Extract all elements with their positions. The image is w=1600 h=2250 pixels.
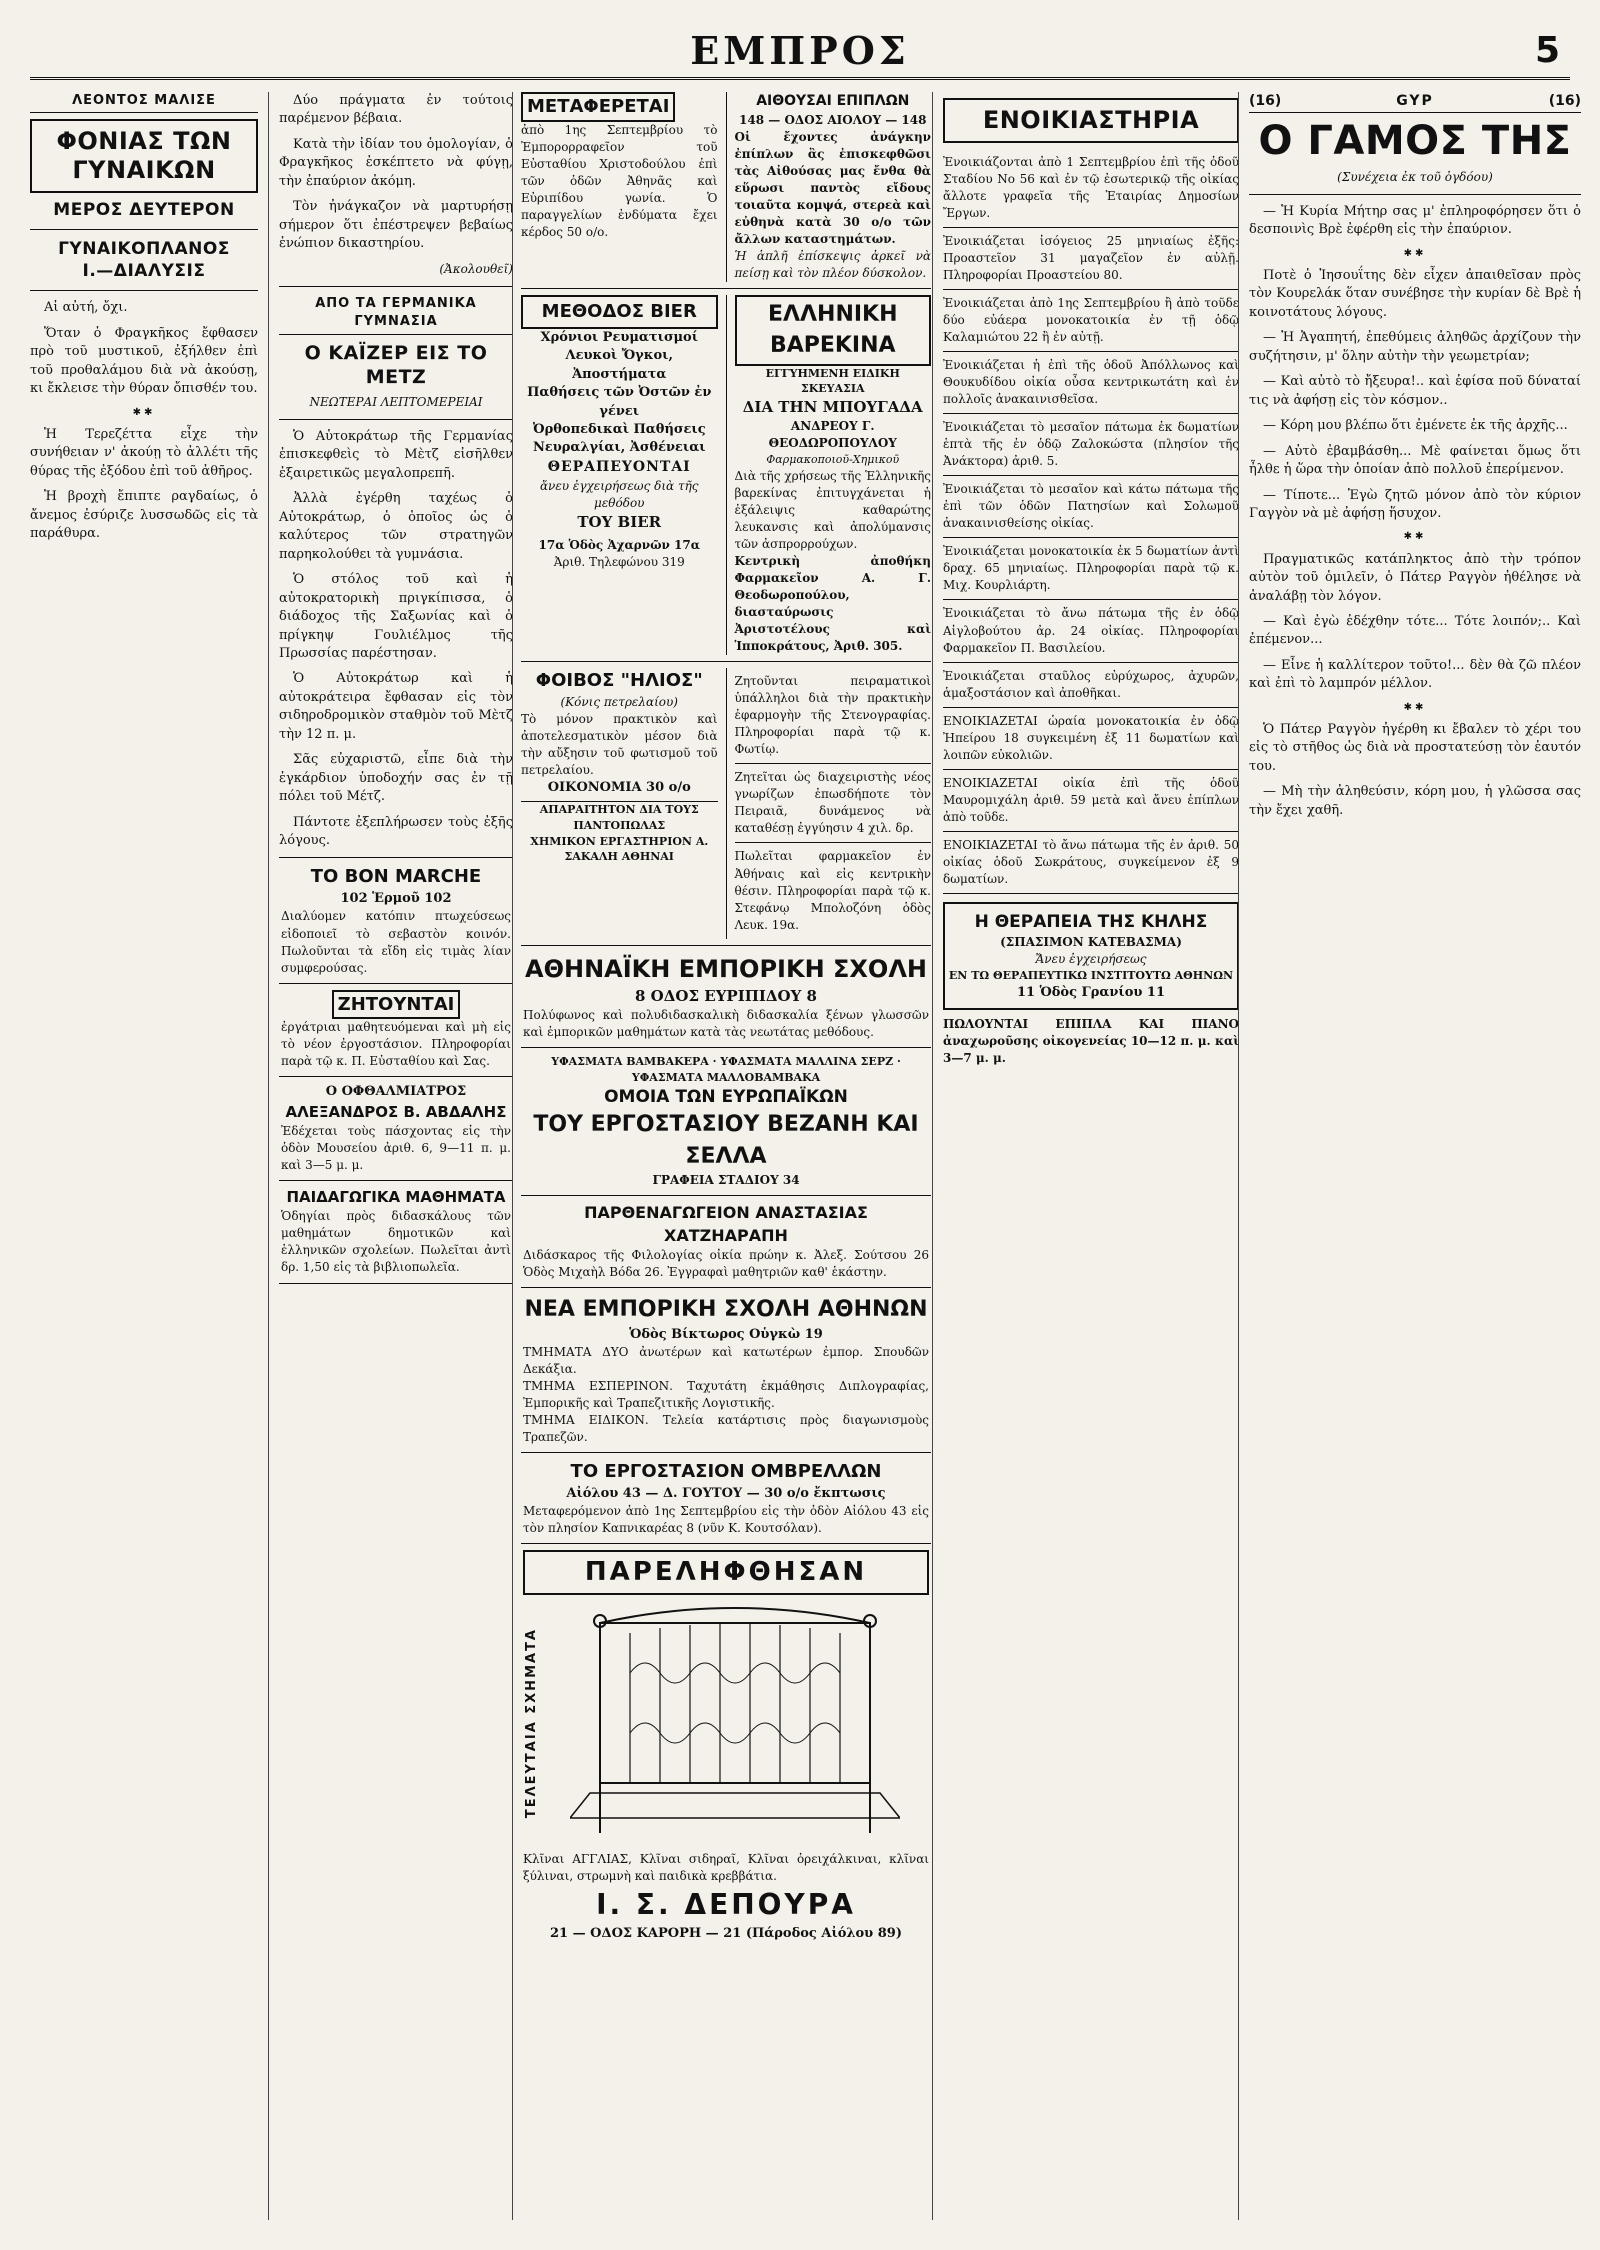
rental-listing: Ἐνοικιάζονται ἀπὸ 1 Σεπτεμβρίου ἐπὶ τῆς ὁδοῦ Σταδίου Νο 56 καὶ ἐν τῷ ἐσωτερικῷ τῆς οἰκίας ἄλλοτε γραφεῖα τῆς Ἑταιρίας Δημοσίων Ἔργων. [943, 149, 1239, 228]
columns [30, 92, 1581, 2220]
rental-listing: Ἐνοικιάζεται ἀπὸ 1ης Σεπτεμβρίου ἢ ἀπὸ τοῦδε δύο εὐάερα μονοκατοικία ἐν τῇ ὁδῷ Καλαμιώτου 22 ἢ ἐν αὐτῇ. [943, 290, 1239, 352]
column-serial-novel [1238, 92, 1581, 2220]
ad-address: 102 Ἑρμοῦ 102 [340, 891, 452, 907]
section-separator: ✱✱ [1403, 247, 1427, 259]
ad-line: ΥΦΑΣΜΑΤΑ ΒΑΜΒΑΚΕΡΑ · ΥΦΑΣΜΑΤΑ ΜΑΛΛΙΝΑ ΣΕΡΖ · ΥΦΑΣΜΑΤΑ ΜΑΛΛΟΒΑΜΒΑΚΑ [551, 1055, 901, 1084]
article-paragraph: Ἀλλὰ ἐγέρθη ταχέως ὁ Αὐτοκράτωρ, ὁ ὁποῖος ὡς ὁ καλύτερος τῶν στρατηγῶν παρηκολούθει τὰ γυμνάσια. [279, 491, 513, 562]
article-paragraph: Ὁ Αὐτοκράτωρ τῆς Γερμανίας ἐπισκεφθεὶς τὸ Μὲτζ εἰσῆλθεν ἐξαιρετικῶς μεγαλοπρεπῆ. [279, 428, 513, 481]
ad-line: ΤΟΥ BIER [577, 512, 662, 531]
story-paragraph: Ὅταν ὁ Φραγκῆκος ἔφθασεν πρὸ τοῦ μυστικοῦ, ἐξήλθεν ἐπὶ τοῦ προθαλάμου διὰ νὰ ἀκούσῃ, κι ἔκλεισε τὴν θύραν ὄπισθέν του. [30, 325, 258, 397]
masthead-rule [30, 77, 1570, 80]
ad-line: ΤΜΗΜΑ ΕΣΠΕΡΙΝΟΝ. Ταχυτάτη ἐκμάθησις Διπλογραφίας, Ἐμπορικῆς καὶ Τραπεζιτικῆς Λογιστικῆς. [523, 1379, 929, 1411]
story-part: ΜΕΡΟΣ ΔΕΥΤΕΡΟΝ [53, 200, 235, 221]
ad-headline: ΠΑΙΔΑΓΩΓΙΚΑ ΜΑΘΗΜΑΤΑ [286, 1188, 506, 1207]
ad-role: Φαρμακοποιοῦ-Χημικοῦ [766, 453, 900, 467]
ad-umbrellas [521, 1453, 931, 1544]
column-serial-story [30, 92, 268, 2220]
rental-listing: Ἐνοικιάζεται ἡ ἐπὶ τῆς ὁδοῦ Ἀπόλλωνος καὶ Θουκυδίδου οἰκία οὖσα κεντρικωτάτη καὶ ἐν πολλοῖς ἀνακαινισθεῖσα. [943, 352, 1239, 414]
ad-headline: TO BON MARCHE [310, 866, 482, 888]
classified-item: Ζητεῖται ὡς διαχειριστὴς νέος γνωρίζων ἐπωσδήποτε τὸν Πειραιᾶ, δυνάμενος νὰ καταθέσῃ ἐγγύησιν 4 χιλ. δρ. [735, 764, 932, 843]
ad-lessons [279, 1181, 513, 1283]
ad-address: 148 — ΟΔΟΣ ΑΙΟΛΟΥ — 148 [739, 112, 927, 127]
serial-paragraph: Ὁ Πάτερ Ραγγὸν ἠγέρθη κι ἔβαλεν τὸ χέρι του εἰς τὸ στῆθος ὡς διὰ νὰ προστατεύσῃ τὸν ἑαυτόν του. [1249, 721, 1581, 774]
ad-firm: Ι. Σ. ΔΕΠΟΥΡΑ [596, 1888, 856, 1922]
serial-paragraph: Πραγματικῶς κατάπληκτος ἀπὸ τὴν τρόπον αὐτὸν τοῦ ὁμιλεῖν, ὁ Πάτερ Ραγγὸν ἠθέλησε νὰ ἀναλάβῃ τὸν λόγον. [1249, 551, 1581, 604]
ad-subheadline: ΕΓΓΥΗΜΕΝΗ ΕΙΔΙΚΗ ΣΚΕΥΑΣΙΑ [765, 366, 900, 396]
rental-listing: ΕΝΟΙΚΙΑΖΕΤΑΙ οἰκία ἐπὶ τῆς ὁδοῦ Μαυρομιχάλη ἀριθ. 59 μετὰ καὶ ἄνευ ἐπίπλων ἀπὸ τοῦδε. [943, 770, 1239, 832]
page-number: 5 [1534, 30, 1560, 71]
classifieds-misc [726, 668, 932, 938]
ad-address: Αἰόλου 43 — Δ. ΓΟΥΤΟΥ — 30 ο/ο ἔκπτωσις [566, 1485, 886, 1501]
rental-listing: Ἐνοικιάζεται ἰσόγειος 25 μηνιαίως ἐξῆς: Προαστεῖον 31 μαγαζεῖον ἐν αὐλῇ. Πληροφορίαι Προαστείου 80. [943, 228, 1239, 290]
ad-maker: ΧΗΜΙΚΟΝ ΕΡΓΑΣΤΗΡΙΟΝ Α. ΣΑΚΑΛΗ ΑΘΗΝΑΙ [530, 834, 709, 864]
serial-paragraph: — Εἶνε ἡ καλλίτερον τοῦτο!... δὲν θὰ ζῶ πλέον καὶ ἐπὶ τὸ λαμπρόν μέλλον. [1249, 657, 1581, 692]
ad-text: Πολύφωνος καὶ πολυδιδασκαλικὴ διδασκαλία ξένων γλωσσῶν καὶ ἐμπορικῶν μαθημάτων κατὰ τὰς νεωτάτας μεθόδους. [523, 1008, 929, 1040]
serial-headline: Ο ΓΑΜΟΣ ΤΗΣ [1258, 117, 1572, 164]
ad-text: Ἐδέχεται τοὺς πάσχοντας εἰς τὴν ὁδὸν Μουσείου ἀριθ. 6, 9—11 π. μ. καὶ 3—5 μ. μ. [281, 1124, 511, 1173]
ad-headline: ΝΕΑ ΕΜΠΟΡΙΚΗ ΣΧΟΛΗ ΑΘΗΝΩΝ [524, 1297, 928, 1323]
ad-address: Ὁδὸς Βίκτωρος Οὑγκὼ 19 [629, 1326, 823, 1342]
ad-subheadline: (ΣΠΑΣΙΜΟΝ ΚΑΤΕΒΑΣΜΑ) [1000, 935, 1182, 950]
ad-chemist: ΑΝΔΡΕΟΥ Γ. ΘΕΟΔΩΡΟΠΟΥΛΟΥ [768, 419, 897, 451]
rental-listing: ΕΝΟΙΚΙΑΖΕΤΑΙ τὸ ἄνω πάτωμα τῆς ἐν ἀριθ. 50 οἰκίας ὁδοῦ Σωκράτους, συγκείμενον ἐξ 9 δωματίων. [943, 832, 1239, 894]
serial-paragraph: — Μὴ τὴν ἀληθεύσιν, κόρη μου, ἡ γλῶσσα σας τὴν ἔχει χαθῆ. [1249, 784, 1581, 818]
rental-listing: Ἐνοικιάζεται σταῦλος εὐρύχωρος, ἀχυρῶν, ἁμαξοστάσιον καὶ ἀποθῆκαι. [943, 663, 1239, 708]
ad-address: 21 — ΟΔΟΣ ΚΑΡΟΡΗ — 21 (Πάροδος Αἰόλου 89) [550, 1926, 902, 1942]
article-paragraph: Ὁ στόλος τοῦ καὶ ἡ αὐτοκρατορικὴ πριγκίπισσα, ὁ διάδοχος τῆς Σαξωνίας καὶ ὁ πρίγκηψ Γουλιέλμος τῆς Πρωσσίας παρέστησαν. [279, 572, 513, 661]
story-chapter: Ι.—ΔΙΑΛΥΣΙΣ [82, 261, 206, 282]
rental-listing: ΕΝΟΙΚΙΑΖΕΤΑΙ ὡραία μονοκατοικία ἐν ὁδῷ Ἠπείρου 18 συγκειμένη ἐξ 11 δωματίων καὶ λοιπῶν εὐκολιῶν. [943, 708, 1239, 770]
ad-fabrics [521, 1048, 931, 1196]
rentals-headline: ΕΝΟΙΚΙΑΣΤΗΡΙΑ [943, 98, 1239, 143]
ad-side-label: ΤΕΛΕΥΤΑΙΑ ΣΧΗΜΑΤΑ [524, 1628, 539, 1819]
ad-transfer [521, 92, 718, 282]
section-separator: ✱✱ [132, 406, 156, 418]
rental-listing: Ἐνοικιάζεται τὸ μεσαῖον πάτωμα ἐκ δωματίων ἑπτὰ τῆς ἐν ὁδῷ Ζαλοκώστα (πλησίον τῆς Ἀνάκτορα) ἀριθ. 5. [943, 414, 1239, 476]
column-news [268, 92, 523, 2220]
story-paragraph: Ἡ βροχὴ ἔπιπτε ραγδαίως, ὁ ἄνεμος ἐσύριζε λυσσωδῶς εἰς τὰ παράθυρα. [30, 489, 258, 542]
ad-line: ΤΜΗΜΑ ΕΙΔΙΚΟΝ. Τελεία κατάρτισις πρὸς διαγωνισμοὺς Τραπεζῶν. [523, 1413, 929, 1445]
ad-note: Ἡ ἁπλῆ ἐπίσκεψις ἀρκεῖ νὰ πείσῃ καὶ τὸν πλέον δύσκολον. [734, 249, 931, 281]
article-paragraph: Σᾶς εὐχαριστῶ, εἶπε διὰ τὴν ἐγκάρδιον ὑποδοχήν σας ἐν τῇ πόλει τοῦ Μέτζ. [279, 752, 513, 805]
ad-ophthalmologist [279, 1077, 513, 1181]
ad-text: Ὁδηγίαι πρὸς διδασκάλους τῶν μαθημάτων δημοτικῶν καὶ ἑλληνικῶν σχολείων. Πωλεῖται ἀντὶ δρ. 1,50 εἰς τὰ βιβλιοπωλεῖα. [281, 1209, 511, 1275]
ad-headline: ΜΕΤΑΦΕΡΕΤΑΙ [521, 92, 675, 122]
ad-text: ἀπὸ 1ης Σεπτεμβρίου τὸ Ἐμπορορραφεῖον τοῦ Εὐσταθίου Χριστοδούλου ἐπὶ τῶν ὁδῶν Ἀθηνᾶς καὶ Εὐριπίδου γωνία. Ὁ παραγγελίων ἐνδύματα ἔχει κέρδος 50 ο/ο. [521, 122, 718, 239]
ad-address: 17α Ὁδὸς Ἀχαρνῶν 17α [538, 538, 700, 553]
ad-line: Λευκοὶ Ὄγκοι, Ἀποστήματα [565, 348, 673, 382]
ad-line: Παθήσεις τῶν Ὀστῶν ἐν γένει [527, 385, 712, 419]
ad-line: Ὀρθοπεδικαὶ Παθήσεις [532, 422, 706, 437]
ad-office: ΓΡΑΦΕΙΑ ΣΤΑΔΙΟΥ 34 [652, 1172, 800, 1187]
ad-depot: Κεντρικὴ ἀποθήκη Φαρμακεῖον Α. Γ. Θεοδωροπούλου, διασταύρωσις Ἀριστοτέλους καὶ Ἱπποκράτους, Ἀριθ. 305. [734, 554, 931, 654]
ad-headline: Ο ΟΦΘΑΛΜΙΑΤΡΟΣ [325, 1084, 467, 1100]
author-kicker: ΛΕΟΝΤΟΣ ΜΑΛΙΣΕ [30, 92, 258, 113]
rental-listing: Ἐνοικιάζεται τὸ μεσαῖον καὶ κάτω πάτωμα τῆς ἐπὶ τῶν ὁδῶν Πατησίων καὶ Σολωμοῦ ἀνακαινισθείσης οἰκίας. [943, 476, 1239, 538]
article-paragraph: Ὁ Αὐτοκράτωρ καὶ ἡ αὐτοκράτειρα ἔφθασαν εἰς τὸν σιδηροδρομικὸν σταθμὸν τοῦ Μὲτζ τὴν 12 π. μ. [279, 671, 513, 742]
story-section: ΓΥΝΑΙΚΟΠΛΑΝΟΣ [58, 239, 230, 260]
section-separator: ✱✱ [1403, 531, 1427, 543]
serial-paragraph: Ποτὲ ὁ Ἰησουΐτης δὲν εἶχεν ἀπαιθεῖσαν πρὸς τὸν Κουρελάκ ὅταν συνέβησε τὴν κυρίαν δὲ Βρὲ ἡ κοινοτάτους λόγους. [1249, 268, 1581, 320]
ad-text: Οἱ ἔχοντες ἀνάγκην ἐπίπλων ἂς ἐπισκεφθῶσι τὰς Αἰθούσας μας ἔνθα θὰ εὕρωσι παντὸς εἴδους τοιαῦτα κομψά, στερεὰ καὶ εὐθηνὰ κατὰ 30 ο/ο τῶν ἄλλων καταστημάτων. [734, 129, 931, 247]
ad-line: Ἄνευ ἐγχειρήσεως [1035, 952, 1147, 967]
ad-line: ἄνευ ἐγχειρήσεως διὰ τῆς μεθόδου [539, 478, 699, 510]
story-paragraph: Ἡ Τερεζέττα εἶχε τὴν συνήθειαν ν' ἀκούῃ τὸ ἀλλέτι τῆς θύρας τῆς ἐξόδου ἐπὶ τοῦ ἀθῆρος. [30, 426, 258, 479]
ad-headline: ΠΑΡΘΕΝΑΓΩΓΕΙΟΝ ΑΝΑΣΤΑΣΙΑΣ ΧΑΤΖΗΑΡΑΠΗ [584, 1202, 868, 1245]
continued-note: (Ἀκολουθεῖ) [439, 261, 513, 276]
column-ads-center [512, 92, 939, 2220]
classified-item: Ζητοῦνται πειραματικοὶ ὑπάλληλοι διὰ τὴν πρακτικὴν ἐφαρμογὴν τῆς Στενογραφίας. Πληροφορίαι παρὰ τῷ κ. Φωτίῳ. [735, 668, 932, 764]
ad-agents: ΑΠΑΡΑΙΤΗΤΟΝ ΔΙΑ ΤΟΥΣ ΠΑΝΤΟΠΩΛΑΣ [521, 801, 718, 833]
ad-headline: ΑΙΘΟΥΣΑΙ ΕΠΙΠΛΩΝ [756, 93, 910, 109]
classified-item: Πωλεῖται φαρμακεῖον ἐν Ἀθήναις καὶ εἰς κεντρικὴν θέσιν. Πληροφορίαι παρὰ τῷ κ. Στεφάνῳ Μπολοζόνη ὁδὸς Λευκ. 19α. [734, 849, 931, 932]
ad-hernia [943, 902, 1239, 1010]
ad-line: ΘΕΡΑΠΕΥΟΝΤΑΙ [547, 458, 691, 475]
ad-headline: Η ΘΕΡΑΠΕΙΑ ΤΗΣ ΚΗΛΗΣ [974, 911, 1208, 932]
section-separator: ✱✱ [1403, 701, 1427, 713]
ad-headline: ΑΘΗΝΑΪΚΗ ΕΜΠΟΡΙΚΗ ΣΧΟΛΗ [525, 954, 927, 983]
ad-line: ΤΜΗΜΑΤΑ ΔΥΟ ἀνωτέρων καὶ κατωτέρων ἐμπορ. Σπουδῶν Δεκάξια. [523, 1345, 929, 1377]
rental-listing: Ἐνοικιάζεται μονοκατοικία ἐκ 5 δωματίων ἀντὶ δραχ. 65 μηνιαίως. Πληροφορίαι παρὰ τῷ κ. Μιχ. Κουρλιάρτη. [943, 538, 1239, 600]
ad-address: 8 ΟΔΟΣ ΕΥΡΙΠΙΔΟΥ 8 [635, 986, 817, 1005]
newspaper-title: ΕΜΠΡΟΣ [690, 28, 910, 73]
ad-headline: ΖΗΤΟΥΝΤΑΙ [332, 990, 461, 1020]
ad-girls-school [521, 1196, 931, 1289]
ad-headline: ΕΛΛΗΝΙΚΗ ΒΑΡΕΚΙΝΑ [735, 295, 932, 365]
ad-commercial-school [521, 946, 931, 1048]
masthead [30, 28, 1570, 80]
ad-headline: ΟΜΟΙΑ ΤΩΝ ΕΥΡΩΠΑΪΚΩΝ [604, 1087, 848, 1108]
ad-text: Διαλύομεν κατόπιν πτωχεύσεως εἰδοποιεῖ τὸ σεβαστὸν κοινόν. Πωλοῦνται τὰ εἴδη εἰς τιμὰς λίαν συμφερούσας. [281, 909, 511, 975]
ad-furniture-piano: ΠΩΛΟΥΝΤΑΙ ΕΠΙΠΛΑ ΚΑΙ ΠΙΑΝΟ ἀναχωροῦσης οἰκογενείας 10—12 π. μ. καὶ 3—7 μ. μ. [943, 1017, 1239, 1066]
ad-text: ἐργάτριαι μαθητευόμεναι καὶ μὴ εἰς τὸ νέον ἐργοστάσιον. Πληροφορίαι παρὰ τῷ κ. Π. Εὐσταθίου καὶ Σας. [281, 1020, 511, 1069]
serial-paragraph: — Καὶ αὐτὸ τὸ ἤξευρα!.. καὶ ἐφίσα ποῦ δύναταί τις νὰ ἀφήσῃ εἰς τὸν κόσμον.. [1249, 374, 1581, 408]
story-paragraph: Αἱ αὐτή, ὄχι. [44, 300, 128, 316]
article-subheadline: ΝΕΩΤΕΡΑΙ ΛΕΠΤΟΜΕΡΕΙΑΙ [309, 394, 483, 409]
ad-bon-marche [279, 857, 513, 983]
ad-wanted [279, 984, 513, 1078]
ad-bleach [726, 295, 932, 655]
serial-paragraph: — Ἡ Κυρία Μήτηρ σας μ' ἐπληροφόρησεν ὅτι ὁ δεσποινὶς Βρὲ ἐφέρθη εἰς τὴν ἐπαύριον. [1249, 203, 1581, 238]
story-paragraph: Δύο πράγματα ἐν τούτοις παρέμενον βέβαια. [279, 93, 513, 127]
story-paragraph: Τὸν ἠνάγκαζον νὰ μαρτυρήσῃ σήμερον ὅτι ἐπέστρεψεν βεβαίως ἐνώπιον δικαστηρίου. [279, 199, 513, 252]
ad-headline: ΤΟ ΕΡΓΟΣΤΑΣΙΟΝ ΟΜΒΡΕΛΛΩΝ [570, 1461, 882, 1483]
ad-saving: ΟΙΚΟΝΟΜΙΑ 30 ο/ο [547, 779, 691, 795]
ad-text: Τὸ μόνον πρακτικὸν καὶ ἀποτελεσματικὸν μέσον διὰ τὴν αὔξησιν τοῦ φωτισμοῦ τοῦ πετρελαίου. [521, 711, 718, 777]
serial-paragraph: — Αὐτὸ ἐβαμβάσθη... Μὲ φαίνεται ὅμως ὅτι ἦλθε ἡ ὥρα τὴν ὁποίαν ἀπὸ πολλοῦ ἐπερίμενον. [1249, 443, 1581, 478]
ad-phoebus [521, 668, 718, 938]
ad-phone: Ἀριθ. Τηλεφώνου 319 [553, 555, 685, 570]
ad-headline: ΦΟΙΒΟΣ "ΗΛΙΟΣ" [535, 670, 703, 692]
article-paragraph: Πάντοτε ἐξεπλήρωσεν τοὺς ἐξῆς λόγους. [279, 814, 513, 849]
serial-paragraph: — Κόρη μου βλέπω ὅτι ἐμένετε ἐκ τῆς ἀρχῆς... [1263, 418, 1568, 434]
ad-headline: ΜΕΘΟΔΟΣ BIER [521, 295, 718, 329]
story-headline: ΦΟΝΙΑΣ ΤΩΝ ΓΥΝΑΙΚΩΝ [30, 119, 258, 193]
ad-line: Χρόνιοι Ρευματισμοί [540, 329, 699, 345]
serial-author: GYP [1396, 93, 1434, 109]
serial-paragraph: — Τίποτε... Ἐγὼ ζητῶ μόνον ἀπὸ τὸν κύριον Γαγγὸν νὰ μὲ ἀφήσῃ ἥσυχον. [1249, 487, 1581, 521]
ad-text: Κλῖναι ΑΓΓΛΙΑΣ, Κλῖναι σιδηραῖ, Κλῖναι ὀρειχάλκιναι, κλῖναι ξύλιναι, στρωμνὴ καὶ παιδικὰ κρεββάτια. [523, 1852, 929, 1884]
bed-illustration [570, 1603, 900, 1843]
ad-beds [521, 1544, 931, 1949]
ad-text: Διδάσκαρος τῆς Φιλολογίας οἰκία πρώην κ. Ἀλεξ. Σούτσου 26 Ὁδὸς Μιχαὴλ Βόδα 26. Ἐγγραφαὶ μαθητριῶν καθ' ἑκάστην. [523, 1248, 929, 1280]
rental-listing: Ἐνοικιάζεται τὸ ἄνω πάτωμα τῆς ἐν ὁδῷ Αἰγλοβούτου ἀρ. 24 οἰκίας. Πληροφορίαι Φαρμακεῖον Π. Βασιλείου. [943, 600, 1239, 662]
ad-new-commercial-school [521, 1288, 931, 1453]
serial-header [1249, 92, 1581, 113]
ad-maker: ΤΟΥ ΕΡΓΟΣΤΑΣΙΟΥ ΒΕΖΑΝΗ ΚΑΙ ΣΕΛΛΑ [533, 1112, 919, 1169]
article-kicker: ΑΠΟ ΤΑ ΓΕΡΜΑΝΙΚΑ ΓΥΜΝΑΣΙΑ [279, 295, 513, 335]
serial-continuation: (Συνέχεια ἐκ τοῦ ὀγδόου) [1337, 169, 1493, 184]
ad-maker: ΔΙΑ ΤΗΝ ΜΠΟΥΓΑΔΑ [742, 397, 923, 416]
serial-paragraph: — Ἡ Ἀγαπητή, ἐπεθύμεις ἀληθῶς ἀρχίζουν τὴν συζήτησιν, μ' ὅλην αὐτὴν τὴν γεωμετρίαν; [1249, 330, 1581, 364]
serial-number-left: (16) [1249, 93, 1282, 109]
ad-text: Διὰ τῆς χρήσεως τῆς Ἑλληνικῆς βαρεκίνας ἐπιτυγχάνεται ἡ ἐξάλειψις καθαρώτης λευκανσις καὶ ἀπολύμανσις τῶν ἀσπρορρούχων. [734, 468, 931, 551]
ad-address: 11 Ὁδὸς Γρανίου 11 [1016, 984, 1166, 1000]
ad-text: Μεταφερόμενον ἀπὸ 1ης Σεπτεμβρίου εἰς τὴν ὁδὸν Αἰόλου 43 εἰς τὸν πλησίον Καπνικαρέας 8 (νῦν Κ. Κουτσόλαν). [523, 1504, 929, 1536]
ad-institute: ΕΝ ΤΩ ΘΕΡΑΠΕΥΤΙΚΩ ΙΝΣΤΙΤΟΥΤΩ ΑΘΗΝΩΝ [948, 969, 1234, 983]
ad-subheadline: (Κόνις πετρελαίου) [560, 694, 678, 709]
serial-paragraph: — Καὶ ἐγὼ ἐδέχθην τότε... Τότε λοιπόν;.. Καὶ ἐπέμενον... [1249, 613, 1581, 648]
column-rentals [932, 92, 1249, 2220]
story-paragraph: Κατὰ τὴν ἰδίαν του ὁμολογίαν, ὁ Φραγκῆκος ἐσκέπτετο νὰ φύγῃ, τὴν ἐπαύριον ἀκόμη. [279, 136, 513, 189]
article-headline: Ο ΚΑΪΖΕΡ ΕΙΣ ΤΟ ΜΕΤΖ [304, 341, 488, 389]
ad-headline: ΠΑΡΕΛΗΦΘΗΣΑΝ [523, 1550, 929, 1595]
serial-number-right: (16) [1548, 93, 1581, 109]
ad-name: ΑΛΕΞΑΝΔΡΟΣ Β. ΑΒΔΑΛΗΣ [285, 1102, 507, 1121]
ad-furniture [726, 92, 932, 282]
ad-bier-method [521, 295, 718, 655]
ad-line: Νευραλγίαι, Ἀσθένειαι [532, 440, 706, 456]
